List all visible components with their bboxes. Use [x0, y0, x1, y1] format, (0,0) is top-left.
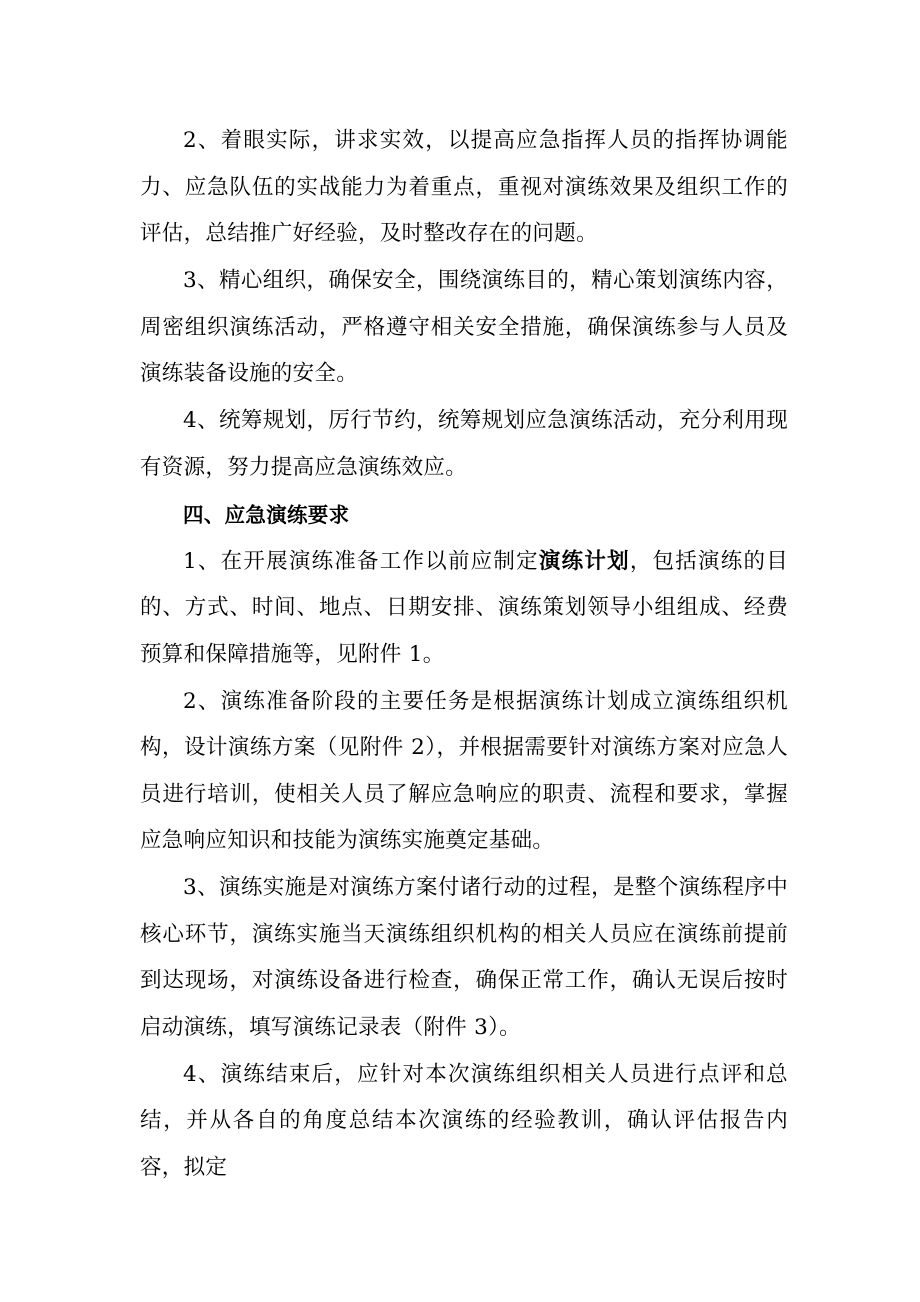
drill-plan-emphasis: 演练计划 [538, 548, 630, 574]
requirement-paragraph-4: 4、演练结束后，应针对本次演练组织相关人员进行点评和总结，并从各自的角度总结本次演练的经验教训，确认评估报告内容，拟定 [140, 1061, 788, 1180]
requirement-paragraph-3: 3、演练实施是对演练方案付诸行动的过程，是整个演练程序中核心环节，演练实施当天演练组织机构的相关人员应在演练前提前到达现场，对演练设备进行检查，确保正常工作，确认无误后按时启动演练，填写演练记录表（附件 3）。 [140, 875, 788, 1040]
principle-paragraph-2: 2、着眼实际，讲求实效，以提高应急指挥人员的指挥协调能力、应急队伍的实战能力为着重点，重视对演练效果及组织工作的评估，总结推广好经验，及时整改存在的问题。 [140, 128, 788, 246]
section-heading: 四、应急演练要求 [183, 502, 350, 527]
requirement-1-text-after: ，包括演练的目的、方式、时间、地点、日期安排、演练策划领导小组组成、经费预算和保障措施等，见附件 1。 [140, 548, 788, 667]
document-body [140, 118, 788, 1192]
principle-paragraph-4: 4、统筹规划，厉行节约，统筹规划应急演练活动，充分利用现有资源，努力提高应急演练效应。 [140, 408, 788, 480]
principle-paragraph-3: 3、精心组织，确保安全，围绕演练目的，精心策划演练内容，周密组织演练活动，严格遵守相关安全措施，确保演练参与人员及演练装备设施的安全。 [140, 268, 788, 386]
requirement-paragraph-1 [140, 539, 788, 679]
requirement-1-text-before: 1、在开展演练准备工作以前应制定 [183, 548, 539, 574]
requirement-paragraph-2: 2、演练准备阶段的主要任务是根据演练计划成立演练组织机构，设计演练方案（见附件 2），并根据需要针对演练方案对应急人员进行培训，使相关人员了解应急响应的职责、流程和要求，掌握应急响应知识和技能为演练实施奠定基础。 [140, 688, 788, 853]
